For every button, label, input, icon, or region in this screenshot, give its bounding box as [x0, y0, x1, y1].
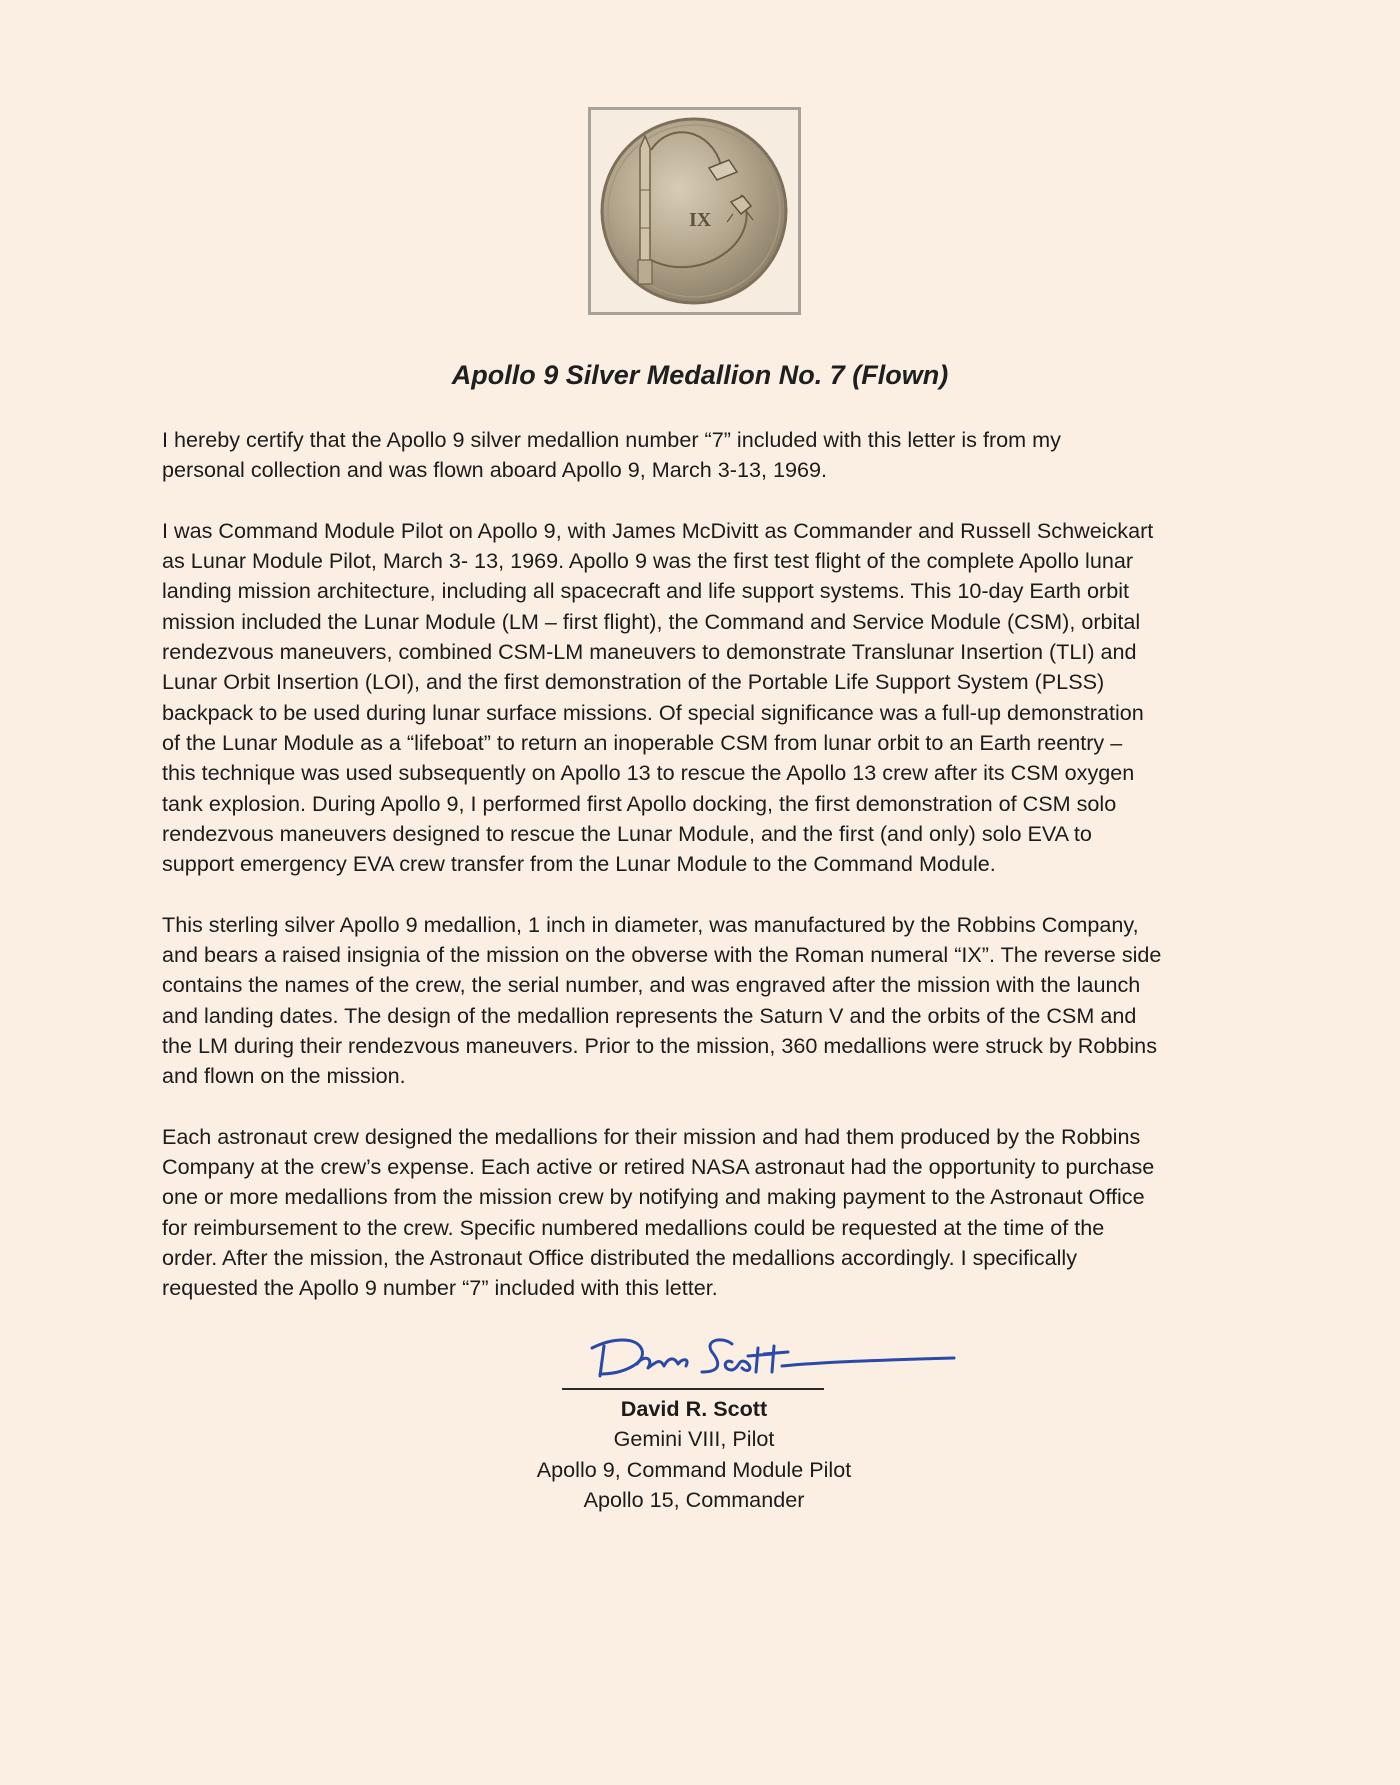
paragraph-medallion-purchase: Each astronaut crew designed the medallions for their mission and had them produced by the Robbins Company at the crew’s expense. Each active or retired NASA astronaut had the opportunity to purchase one or more medallions from the mission crew by notifying and making payment to the Astronaut Office for reimbursement to the crew. Specific numbered medallions could be requested at the time of the order. After the mission, the Astronaut Office distributed the medallions accordingly. I specifically requested the Apollo 9 number “7” included with this letter.	[162, 1123, 1155, 1301]
medallion-photo-frame	[588, 107, 801, 315]
signer-title-line: Gemini VIII, Pilot	[613, 1426, 775, 1452]
letter-title: Apollo 9 Silver Medallion No. 7 (Flown)	[451, 360, 949, 390]
signer-title-line: Apollo 15, Commander	[583, 1486, 805, 1512]
apollo-9-medallion-icon	[591, 110, 798, 312]
letter-body	[162, 425, 1247, 1334]
signer-title-line: Apollo 9, Command Module Pilot	[536, 1456, 852, 1482]
paragraph-certification: I hereby certify that the Apollo 9 silver medallion number “7” included with this letter is from my personal collection and was flown aboard Apollo 9, March 3-13, 1969.	[162, 427, 1061, 483]
signer-block	[0, 1394, 1388, 1515]
paragraph-mission-summary: I was Command Module Pilot on Apollo 9, with James McDivitt as Commander and Russell Schweickart as Lunar Module Pilot, March 3- 13, 1969. Apollo 9 was the first test flight of the complete Apollo lunar landing mission architecture, including all spacecraft and life support systems. This 10-day Earth orbit mission included the Lunar Module (LM – first flight), the Command and Service Module (CSM), orbital rendezvous maneuvers, combined CSM-LM maneuvers to demonstrate Translunar Insertion (TLI) and Lunar Orbit Insertion (LOI), and the first demonstration of the Portable Life Support System (PLSS) backpack to be used during lunar surface missions. Of special significance was a full-up demonstration of the Lunar Module as a “lifeboat” to return an inoperable CSM from lunar orbit to an Earth reentry – this technique was used subsequently on Apollo 13 to rescue the Apollo 13 crew after its CSM oxygen tank explosion. During Apollo 9, I performed first Apollo docking, the first demonstration of CSM solo rendezvous maneuvers designed to rescue the Lunar Module, and the first (and only) solo EVA to support emergency EVA crew transfer from the Lunar Module to the Command Module.	[162, 517, 1154, 877]
signature-line	[562, 1388, 824, 1390]
svg-text:IX: IX	[689, 209, 712, 231]
paragraph-medallion-description: This sterling silver Apollo 9 medallion, 1 inch in diameter, was manufactured by the Robbins Company, and bears a raised insignia of the mission on the obverse with the Roman numeral “IX”. The reverse side contains the names of the crew, the serial number, and was engraved after the mission with the launch and landing dates. The design of the medallion represents the Saturn V and the orbits of the CSM and the LM during their rendezvous maneuvers. Prior to the mission, 360 medallions were struck by Robbins and flown on the mission.	[162, 911, 1162, 1089]
signer-name: David R. Scott	[620, 1396, 768, 1421]
handwritten-signature	[582, 1318, 962, 1388]
